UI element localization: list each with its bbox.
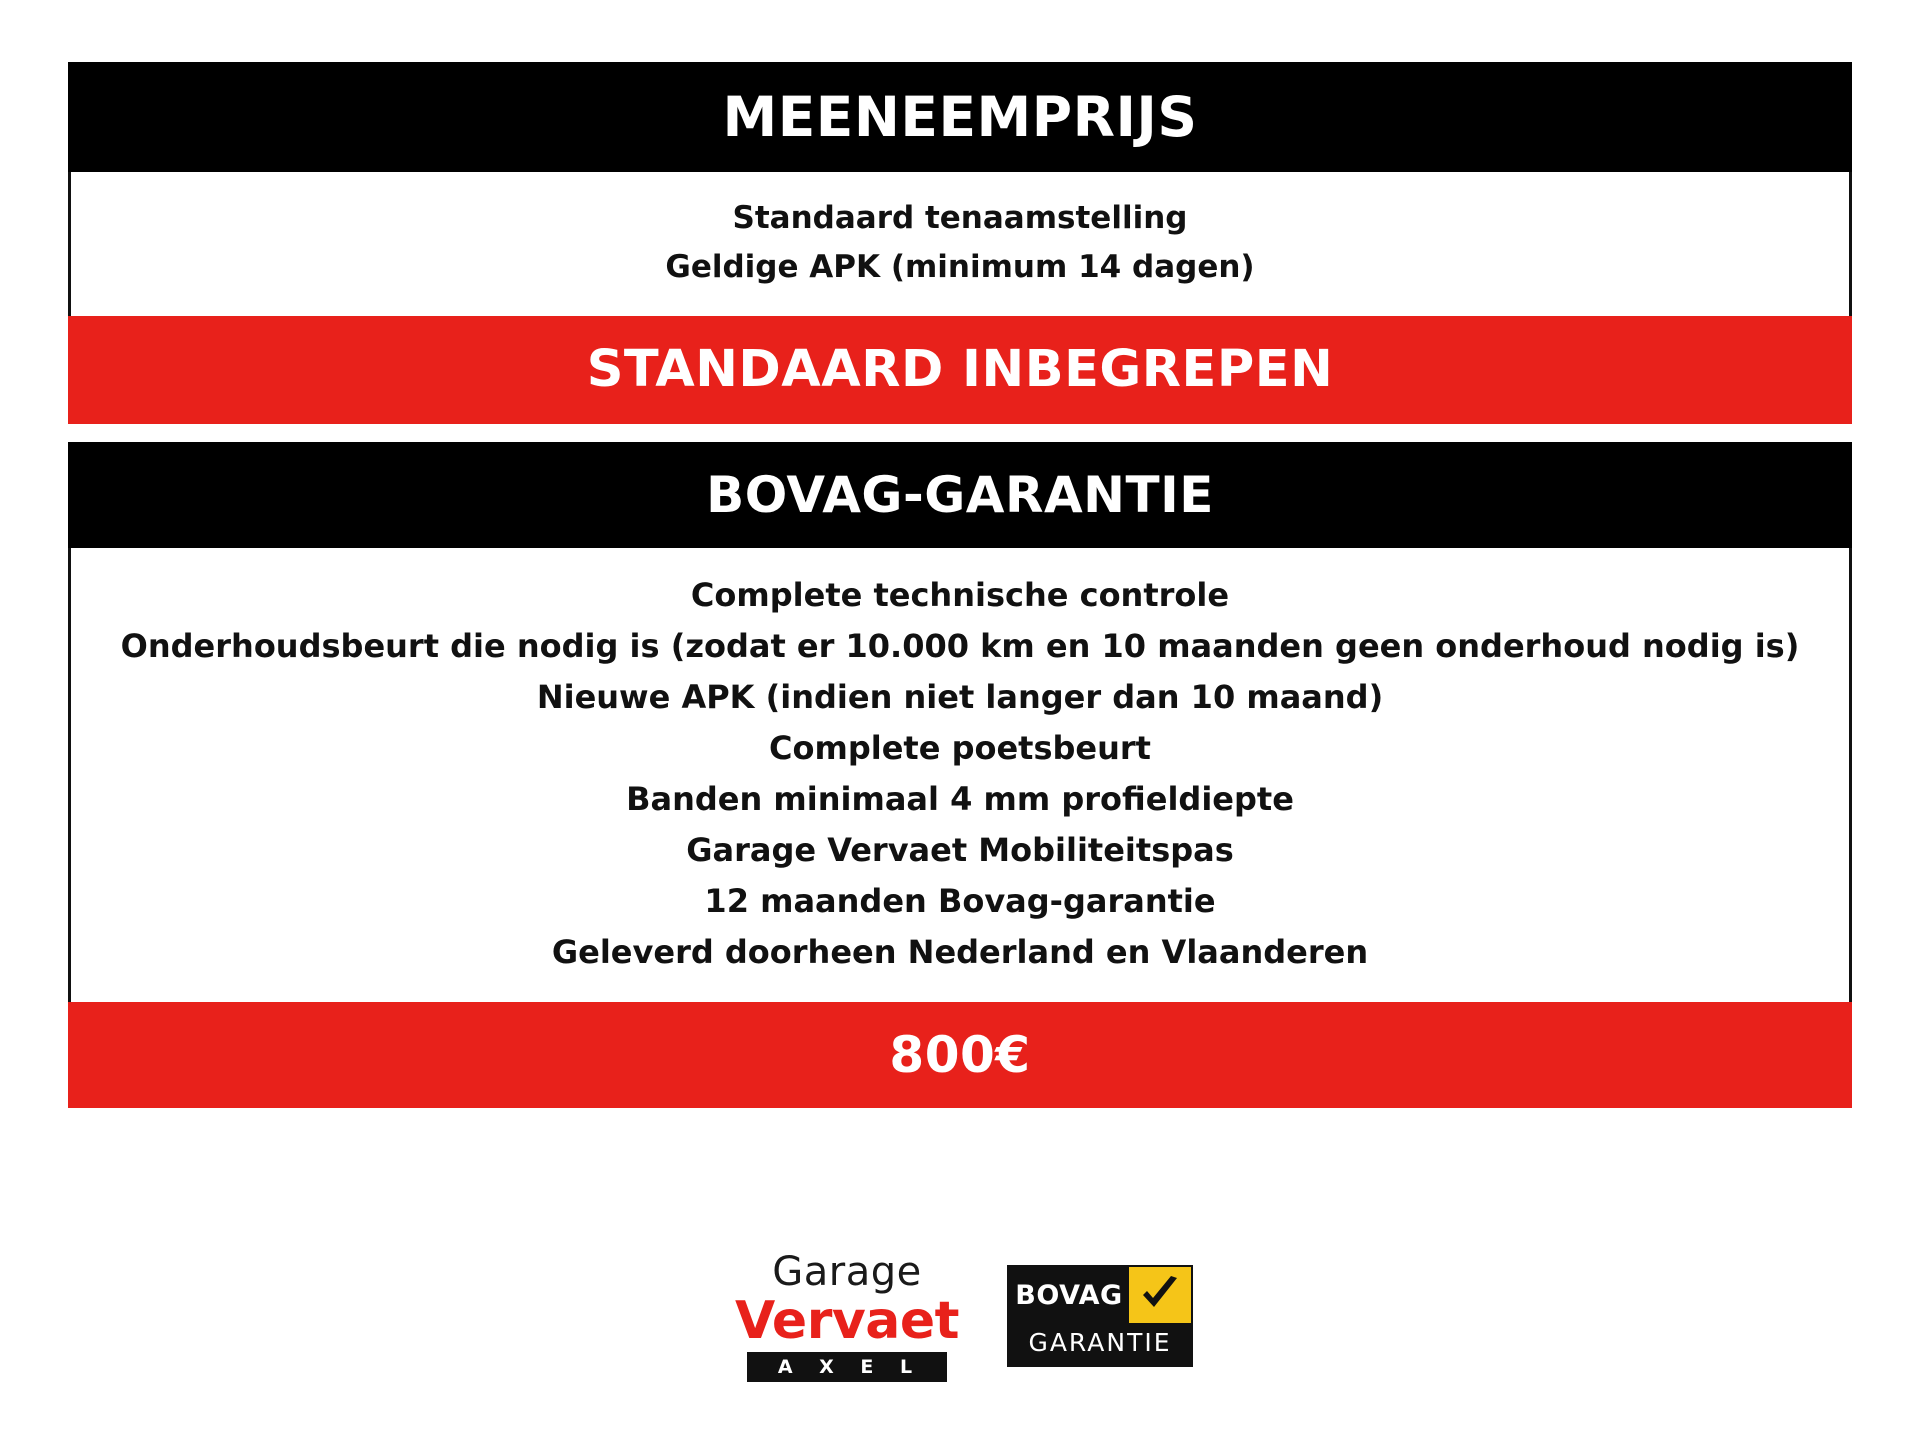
bovag-logo-subtitle: GARANTIE xyxy=(1009,1323,1191,1365)
list-item: Complete poetsbeurt xyxy=(769,729,1151,767)
garage-logo-line3: A X E L xyxy=(747,1352,947,1382)
bovag-garantie-logo xyxy=(1007,1265,1193,1367)
bovag-logo-top xyxy=(1009,1267,1191,1323)
check-icon xyxy=(1129,1267,1191,1323)
section-spacer xyxy=(68,424,1852,442)
footer-logos xyxy=(0,1250,1920,1382)
list-item: 12 maanden Bovag-garantie xyxy=(704,882,1216,920)
garage-logo-line2: Vervaet xyxy=(735,1291,959,1351)
bovag-garantie-header: BOVAG-GARANTIE xyxy=(68,442,1852,548)
list-item: Nieuwe APK (indien niet langer dan 10 maand) xyxy=(536,678,1384,716)
list-item: Banden minimaal 4 mm profieldiepte xyxy=(626,780,1294,818)
price-banner: 800€ xyxy=(68,1002,1852,1108)
list-item: Onderhoudsbeurt die nodig is (zodat er 10.000 km en 10 maanden geen onderhoud nodig is) xyxy=(120,627,1800,665)
list-item: Geleverd doorheen Nederland en Vlaanderen xyxy=(551,933,1369,971)
garage-logo-line1: Garage xyxy=(772,1249,922,1295)
standaard-inbegrepen-banner: STANDAARD INBEGREPEN xyxy=(68,316,1852,424)
list-item: Standaard tenaamstelling xyxy=(732,200,1188,236)
bovag-logo-name: BOVAG xyxy=(1009,1267,1129,1323)
offer-card xyxy=(68,62,1852,1108)
list-item: Complete technische controle xyxy=(690,576,1230,614)
meeneemprijs-list xyxy=(68,172,1852,316)
list-item: Garage Vervaet Mobiliteitspas xyxy=(686,831,1234,869)
garage-vervaet-logo xyxy=(727,1250,967,1382)
bovag-garantie-list xyxy=(68,548,1852,1002)
meeneemprijs-header: MEENEEMPRIJS xyxy=(68,62,1852,172)
list-item: Geldige APK (minimum 14 dagen) xyxy=(665,249,1255,285)
